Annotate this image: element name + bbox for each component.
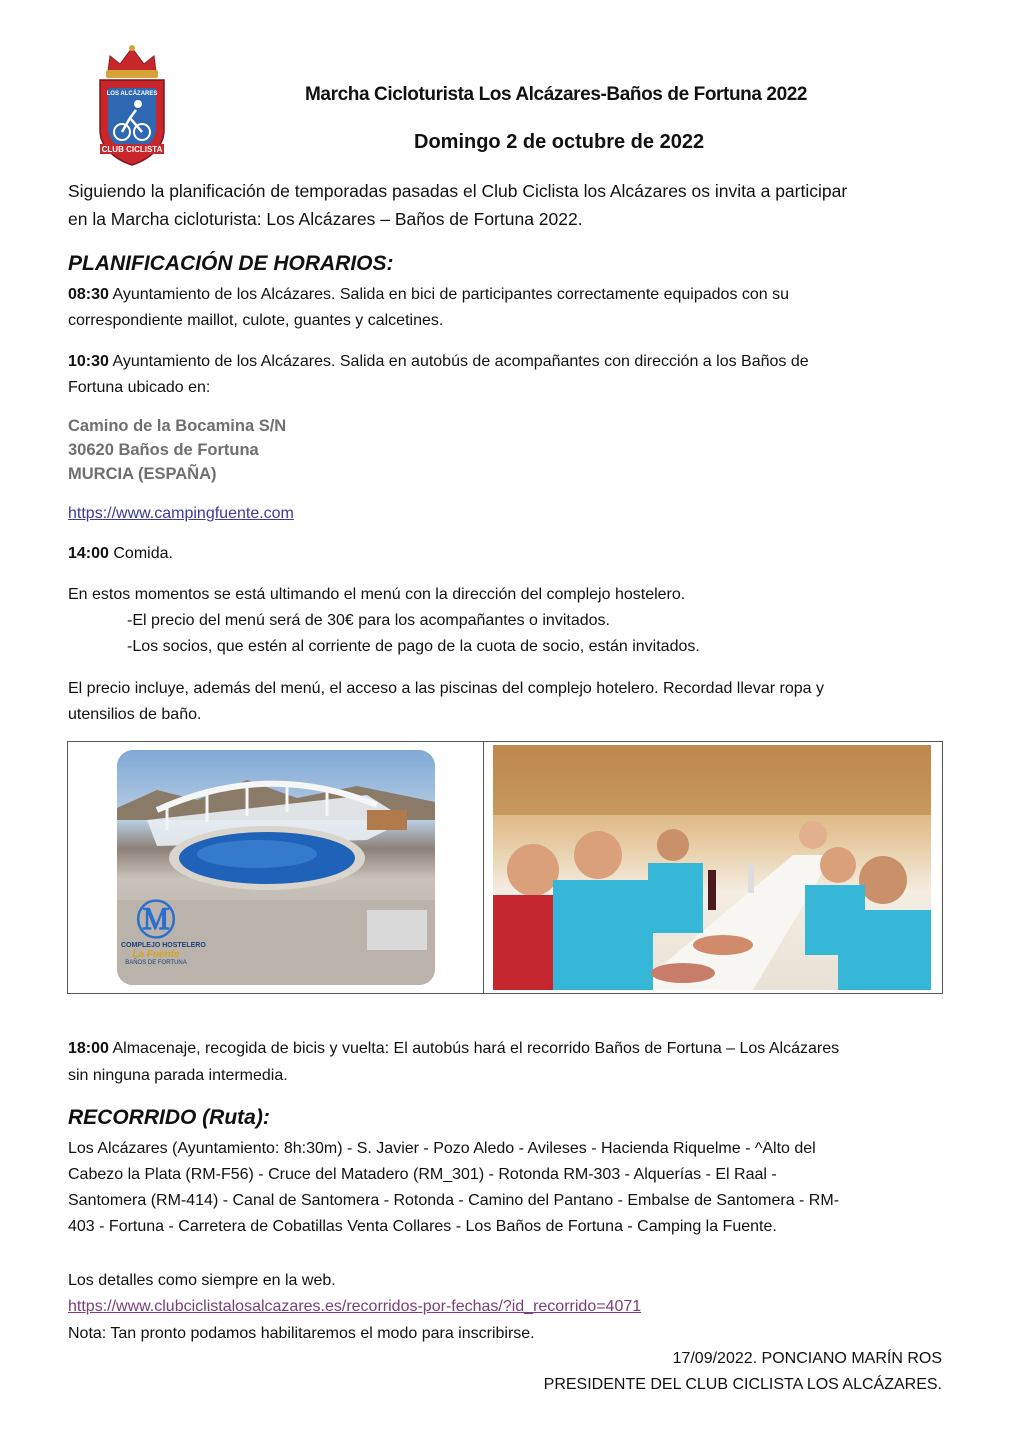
- camping-website-link[interactable]: https://www.campingfuente.com: [68, 505, 294, 522]
- logo-bottom-text: CLUB CICLISTA: [101, 145, 163, 154]
- club-logo: [96, 44, 168, 168]
- item-1030-text: Ayuntamiento de los Alcázares. Salida en autobús de acompañantes con dirección a los Baños de: [108, 353, 809, 370]
- pool-logo-line-1: COMPLEJO HOSTELERO: [121, 942, 206, 949]
- time-1800: 18:00: [68, 1040, 109, 1057]
- signature-date-name: 17/09/2022. PONCIANO MARÍN ROS: [672, 1350, 942, 1367]
- photos-table: [67, 741, 943, 994]
- menu-intro: En estos momentos se está ultimando el menú con la dirección del complejo hostelero.: [68, 586, 686, 603]
- pool-photo: [117, 750, 435, 985]
- schedule-item-0830-cont: correspondiente maillot, culote, guantes y calcetines.: [68, 312, 444, 329]
- palm-m-icon: Ⓜ: [136, 899, 176, 943]
- route-line-3: Santomera (RM-414) - Canal de Santomera - Rotonda - Camino del Pantano - Embalse de Santomera - RM-: [68, 1192, 840, 1209]
- logo-top-text: LOS ALCÁZARES: [106, 91, 158, 97]
- intro-line-2: en la Marcha cicloturista: Los Alcázares – Baños de Fortuna 2022.: [68, 209, 583, 229]
- pool-logo-line-2: La Fuente: [132, 949, 180, 960]
- complejo-hostelero-logo: [121, 899, 206, 980]
- menu-members-note: -Los socios, que estén al corriente de pago de la cuota de socio, están invitados.: [127, 638, 700, 655]
- intro-line-1: Siguiendo la planificación de temporadas pasadas el Club Ciclista los Alcázares os invita a participar: [68, 181, 848, 201]
- schedule-item-1030-cont: Fortuna ubicado en:: [68, 379, 211, 396]
- item-0830-text: Ayuntamiento de los Alcázares. Salida en bici de participantes correctamente equipados con su: [108, 286, 790, 303]
- item-1400-text: Comida.: [108, 545, 173, 562]
- pool-photo-cell: [68, 742, 484, 994]
- time-1400: 14:00: [68, 545, 109, 562]
- document-title: Marcha Cicloturista Los Alcázares-Baños de Fortuna 2022: [305, 84, 808, 105]
- includes-line-2: utensilios de baño.: [68, 706, 202, 723]
- schedule-heading: PLANIFICACIÓN DE HORARIOS:: [68, 252, 394, 275]
- route-line-1: Los Alcázares (Ayuntamiento: 8h:30m) - S. Javier - Pozo Aledo - Avileses - Hacienda Riquelme - ^Alto del: [68, 1140, 816, 1157]
- dinner-illustration: [493, 745, 931, 990]
- dinner-photo-cell: [484, 742, 943, 994]
- includes-line-1: El precio incluye, además del menú, el acceso a las piscinas del complejo hotelero. Recordad llevar ropa y: [68, 680, 824, 697]
- route-heading: RECORRIDO (Ruta):: [68, 1106, 270, 1129]
- schedule-item-1400: [68, 544, 173, 564]
- pool-logo-line-3: BAÑOS DE FORTUNA: [125, 960, 187, 966]
- event-date: Domingo 2 de octubre de 2022: [414, 131, 705, 153]
- menu-price-note: -El precio del menú será de 30€ para los acompañantes o invitados.: [127, 612, 610, 629]
- time-0830: 08:30: [68, 286, 109, 303]
- schedule-item-1030: [68, 352, 809, 372]
- signature-title: PRESIDENTE DEL CLUB CICLISTA LOS ALCÁZARES.: [543, 1376, 942, 1393]
- details-text: Los detalles como siempre en la web.: [68, 1272, 336, 1289]
- address-line-2: 30620 Baños de Fortuna: [68, 441, 259, 459]
- schedule-item-0830: [68, 285, 789, 305]
- time-1030: 10:30: [68, 353, 109, 370]
- route-line-4: 403 - Fortuna - Carretera de Cobatillas Venta Collares - Los Baños de Fortuna - Camping la Fuente.: [68, 1218, 777, 1235]
- route-details-link[interactable]: https://www.clubciclistalosalcazares.es/recorridos-por-fechas/?id_recorrido=4071: [68, 1298, 642, 1315]
- schedule-item-1800: [68, 1039, 839, 1059]
- schedule-item-1800-cont: sin ninguna parada intermedia.: [68, 1067, 288, 1084]
- route-line-2: Cabezo la Plata (RM-F56) - Cruce del Matadero (RM_301) - Rotonda RM-303 - Alquerías - El Raal -: [68, 1166, 777, 1183]
- address-line-1: Camino de la Bocamina S/N: [68, 417, 287, 435]
- dinner-photo: [493, 745, 931, 990]
- address-line-3: MURCIA (ESPAÑA): [68, 465, 217, 483]
- item-1800-text: Almacenaje, recogida de bicis y vuelta: El autobús hará el recorrido Baños de Fortuna – Los Alcázares: [108, 1040, 840, 1057]
- registration-note: Nota: Tan pronto podamos habilitaremos el modo para inscribirse.: [68, 1325, 535, 1342]
